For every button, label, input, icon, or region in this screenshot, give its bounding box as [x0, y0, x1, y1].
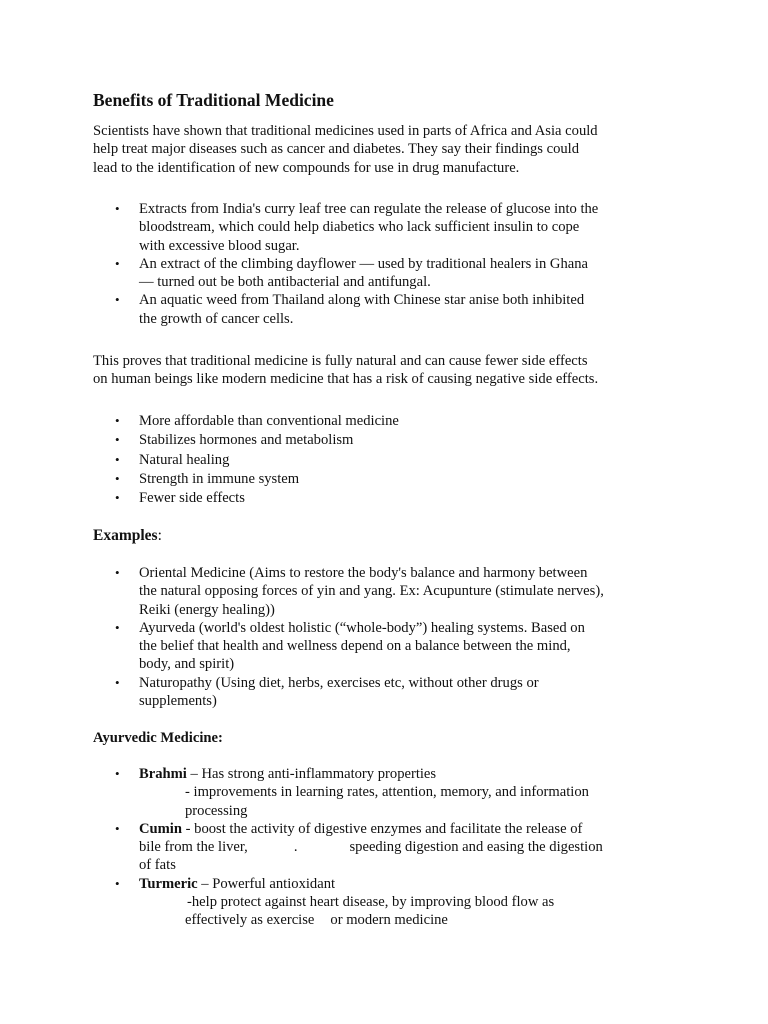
list-item: [93, 765, 713, 820]
list-item: [93, 820, 713, 875]
list-item: [93, 200, 713, 255]
list-item: [93, 564, 713, 619]
list-item-line: of fats: [139, 857, 176, 874]
list-item-line: More affordable than conventional medicine: [139, 413, 399, 429]
ayurvedic-list: [93, 765, 713, 930]
list-item-line: Stabilizes hormones and metabolism: [139, 432, 354, 449]
list-item: [93, 489, 713, 507]
bullet-icon: •: [115, 875, 120, 891]
list-item-line: [139, 875, 713, 893]
herb-name: Turmeric: [139, 875, 198, 892]
list-item-line: An extract of the climbing dayflower — used by traditional healers in Ghana: [139, 255, 589, 272]
list-item-line: Ayurveda (world's oldest holistic (“whole-body”) healing systems. Based on: [139, 619, 585, 636]
list-item-line: body, and spirit): [139, 656, 235, 673]
herb-detail: - improvements in learning rates, attention, memory, and information: [185, 784, 589, 801]
examples-heading: [93, 527, 162, 545]
herb-detail-part: or modern medicine: [330, 912, 448, 929]
intro-paragraph: [93, 122, 693, 177]
list-item-line: Reiki (energy healing)): [139, 601, 275, 618]
list-item-line: [139, 765, 713, 783]
list-item-line: Oriental Medicine (Aims to restore the body's balance and harmony between: [139, 565, 588, 581]
bullet-icon: •: [115, 432, 120, 448]
examples-list: [93, 564, 713, 710]
herb-detail: .: [293, 839, 298, 856]
list-item-line: Naturopathy (Using diet, herbs, exercises etc, without other drugs or: [139, 674, 539, 691]
list-item-line: the growth of cancer cells.: [139, 310, 294, 327]
examples-heading-text: Examples: [93, 527, 158, 544]
list-item-line: [139, 838, 713, 856]
bullet-icon: •: [115, 413, 120, 428]
bullet-icon: •: [115, 674, 120, 690]
conclusion-line: This proves that traditional medicine is fully natural and can cause fewer side effects: [93, 353, 588, 369]
list-item: [93, 619, 713, 674]
benefits-list: [93, 412, 713, 507]
list-item-line: Strength in immune system: [139, 470, 300, 487]
herb-description: – Has strong anti-inflammatory properties: [186, 766, 437, 782]
herb-description: - boost the activity of digestive enzymes and facilitate the release of: [181, 820, 583, 837]
conclusion-paragraph: [93, 352, 693, 389]
list-item: [93, 470, 713, 488]
list-item-line: Extracts from India's curry leaf tree can regulate the release of glucose into the: [139, 201, 599, 217]
bullet-icon: •: [115, 201, 120, 216]
intro-line: Scientists have shown that traditional medicines used in parts of Africa and Asia could: [93, 123, 598, 139]
list-item: [93, 291, 713, 328]
examples-heading-colon: :: [157, 527, 162, 544]
herb-detail: [139, 911, 713, 929]
list-item-line: — turned out be both antibacterial and antifungal.: [139, 274, 431, 291]
bullet-icon: •: [115, 766, 120, 781]
intro-line: help treat major diseases such as cancer and diabetes. They say their findings could: [93, 141, 580, 158]
herb-detail: bile from the liver,: [139, 839, 248, 856]
list-item-line: the belief that health and wellness depend on a balance between the mind,: [139, 638, 571, 655]
list-item-line: [139, 820, 713, 838]
list-item-line: supplements): [139, 693, 217, 710]
list-item: [93, 431, 713, 449]
list-item-line: with excessive blood sugar.: [139, 237, 300, 254]
list-item: [93, 875, 713, 930]
ayurvedic-heading: Ayurvedic Medicine:: [93, 730, 223, 746]
findings-list: [93, 200, 713, 328]
bullet-icon: •: [115, 470, 120, 486]
list-item: [93, 412, 713, 430]
list-item: [93, 674, 713, 711]
list-item: [93, 255, 713, 292]
herb-detail: processing: [185, 802, 248, 819]
herb-detail: speeding digestion and easing the digestion: [349, 839, 603, 856]
bullet-icon: •: [115, 565, 120, 580]
bullet-icon: •: [115, 820, 120, 836]
document-title: Benefits of Traditional Medicine: [93, 90, 334, 110]
bullet-icon: •: [115, 255, 120, 271]
list-item-line: Natural healing: [139, 451, 230, 468]
list-item-line: Fewer side effects: [139, 490, 245, 507]
herb-detail-part: effectively as exercise: [185, 912, 315, 929]
list-item-line: the natural opposing forces of yin and yang. Ex: Acupunture (stimulate nerves),: [139, 583, 604, 600]
bullet-icon: •: [115, 490, 120, 506]
list-item: [93, 451, 713, 469]
herb-name: Cumin: [139, 820, 182, 837]
bullet-icon: •: [115, 451, 120, 467]
herb-detail: -help protect against heart disease, by improving blood flow as: [187, 894, 555, 911]
list-item-line: bloodstream, which could help diabetics who lack sufficient insulin to cope: [139, 219, 580, 236]
bullet-icon: •: [115, 619, 120, 635]
herb-name: Brahmi: [139, 766, 187, 782]
conclusion-line: on human beings like modern medicine that has a risk of causing negative side effects.: [93, 371, 599, 388]
list-item-line: An aquatic weed from Thailand along with Chinese star anise both inhibited: [139, 292, 585, 309]
intro-line: lead to the identification of new compounds for use in drug manufacture.: [93, 159, 520, 176]
bullet-icon: •: [115, 292, 120, 308]
herb-description: – Powerful antioxidant: [197, 875, 336, 892]
